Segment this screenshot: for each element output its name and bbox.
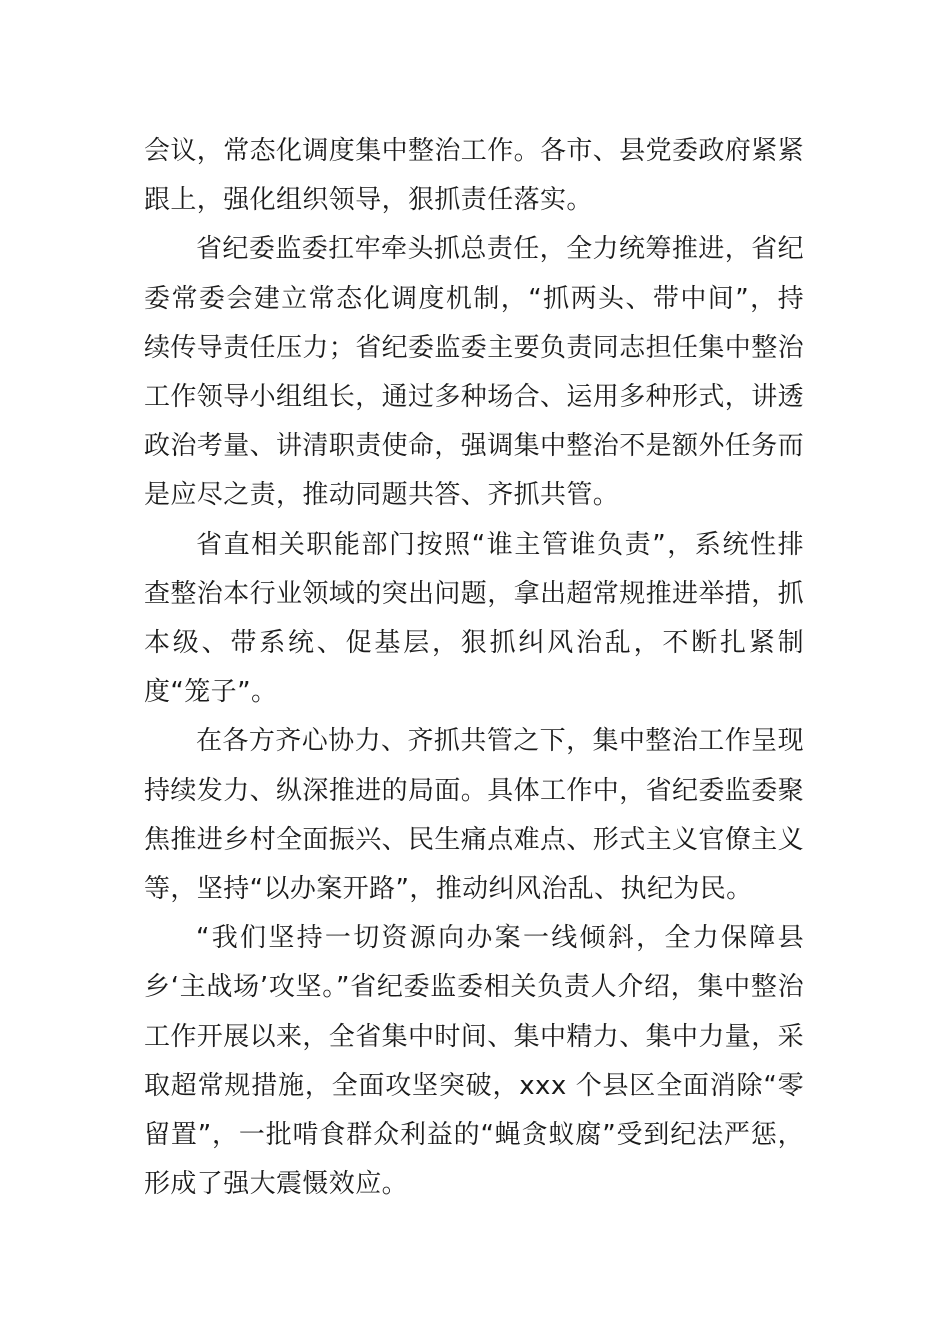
paragraph-provincial-commission: 省纪委监委扛牢牵头抓总责任，全力统筹推进，省纪委常委会建立常态化调度机制，“抓两头、带中间”，持续传导责任压力；省纪委监委主要负责同志担任集中整治工作领导小组组长，通过多种场合、运用多种形式，讲透政治考量、讲清职责使命，强调集中整治不是额外任务而是应尽之责，推动同题共答、齐抓共管。 <box>144 234 805 511</box>
paragraph-progress: 在各方齐心协力、齐抓共管之下，集中整治工作呈现持续发力、纵深推进的局面。具体工作中，省纪委监委聚焦推进乡村全面振兴、民生痛点难点、形式主义官僚主义等，坚持“以办案开路”，推动纠风治乱、执纪为民。 <box>144 726 805 905</box>
paragraph-quote: “我们坚持一切资源向办案一线倾斜，全力保障县乡‘主战场’攻坚。”省纪委监委相关负责人介绍，集中整治工作开展以来，全省集中时间、集中精力、集中力量，采取超常规措施，全面攻坚突破，xxx 个县区全面消除“零留置”，一批啃食群众利益的“蝇贪蚁腐”受到纪法严惩，形成了强大震慑效应。 <box>144 923 805 1200</box>
paragraph-departments: 省直相关职能部门按照“谁主管谁负责”，系统性排查整治本行业领域的突出问题，拿出超常规推进举措，抓本级、带系统、促基层，狠抓纠风治乱，不断扎紧制度“笼子”。 <box>144 529 805 708</box>
paragraph-continued: 会议，常态化调度集中整治工作。各市、县党委政府紧紧跟上，强化组织领导，狠抓责任落实。 <box>144 136 805 216</box>
